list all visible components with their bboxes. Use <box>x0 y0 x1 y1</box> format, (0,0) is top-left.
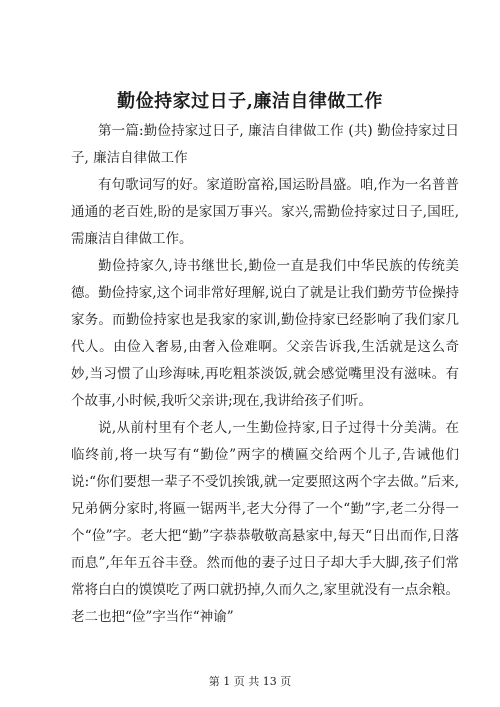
paragraph-story: 说,从前村里有个老人,一生勤俭持家,日子过得十分美满。在临终前,将一块写有“勤俭”两字的横匾交给两个儿子,告诫他们说:“你们要想一辈子不受饥挨饿,就一定要照这两个字去做。”后来,兄弟俩分家时,将匾一锯两半,老大分得了一个“勤”字,老二分得一个“俭”字。老大把“勤”字恭恭敬敬高悬家中,每天“日出而作,日落而息”,年年五谷丰登。然而他的妻子过日子却大手大脚,孩子们常常将白白的馍馍吃了两口就扔掉,久而久之,家里就没有一点余粮。老二也把“俭”字当作“神谕” <box>71 420 459 625</box>
paragraph-song-lyric: 有句歌词写的好。家道盼富裕,国运盼昌盛。咱,作为一名普普通通的老百姓,盼的是家国万事兴。家兴,需勤俭持家过日子,国旺,需廉洁自律做工作。 <box>71 177 459 247</box>
paragraph-family-motto: 勤俭持家久,诗书继世长,勤俭一直是我们中华民族的传统美德。勤俭持家,这个词非常好理解,说白了就是让我们勤劳节俭操持家务。而勤俭持家也是我家的家训,勤俭持家已经影响了我们家几代人。由俭入奢易,由奢入俭难啊。父亲告诉我,生活就是这么奇妙,当习惯了山珍海味,再吃粗茶淡饭,就会感觉嘴里没有滋味。有个故事,小时候,我听父亲讲;现在,我讲给孩子们听。 <box>71 258 459 409</box>
paragraph-intro: 第一篇:勤俭持家过日子, 廉洁自律做工作 (共) 勤俭持家过日子, 廉洁自律做工作 <box>71 123 459 166</box>
document-body <box>71 118 459 631</box>
page-number-footer: 第 1 页 共 13 页 <box>208 675 292 688</box>
document-title: 勤俭持家过日子,廉洁自律做工作 <box>117 91 383 112</box>
